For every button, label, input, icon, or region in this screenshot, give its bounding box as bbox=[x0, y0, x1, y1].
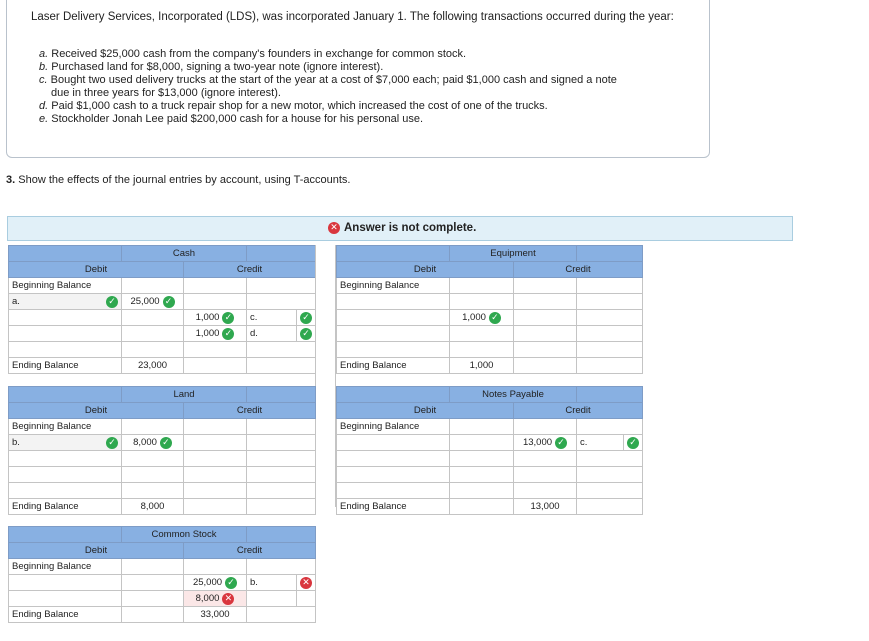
answer-status-text: Answer is not complete. bbox=[344, 222, 477, 234]
cash-credit-c-value[interactable]: 1,000 ✓ bbox=[184, 310, 247, 326]
ending-balance-label: Ending Balance bbox=[9, 607, 122, 623]
cs-debit-ref-1[interactable] bbox=[9, 575, 122, 591]
transaction-a: a. Received $25,000 cash from the company's founders in exchange for common stock. bbox=[39, 48, 467, 60]
equipment-credit-value-2[interactable] bbox=[514, 310, 577, 326]
notes-debit-value-3[interactable] bbox=[450, 467, 514, 483]
land-credit-value-2[interactable] bbox=[184, 451, 247, 467]
answer-status-banner bbox=[7, 216, 793, 241]
check-icon: ✓ bbox=[300, 312, 312, 324]
equipment-ending-balance: 1,000 bbox=[450, 358, 514, 374]
land-ending-balance: 8,000 bbox=[122, 499, 184, 515]
account-name-land: Land bbox=[122, 387, 247, 403]
check-icon: ✓ bbox=[627, 437, 639, 449]
equipment-credit-value-3[interactable] bbox=[514, 326, 577, 342]
t-account-common-stock bbox=[8, 526, 316, 623]
cash-credit-empty[interactable] bbox=[184, 294, 247, 310]
column-divider bbox=[315, 245, 336, 507]
check-icon: ✓ bbox=[225, 577, 237, 589]
land-beginning-credit[interactable] bbox=[184, 419, 247, 435]
account-name-notes-payable: Notes Payable bbox=[450, 387, 577, 403]
notes-credit-value-2[interactable] bbox=[514, 451, 577, 467]
check-icon: ✓ bbox=[555, 437, 567, 449]
check-icon: ✓ bbox=[106, 296, 118, 308]
ending-balance-label: Ending Balance bbox=[337, 499, 450, 515]
land-credit-value-1[interactable] bbox=[184, 435, 247, 451]
ending-balance-label: Ending Balance bbox=[337, 358, 450, 374]
notes-debit-ref-3[interactable] bbox=[337, 467, 450, 483]
cash-debit-value-empty-2[interactable] bbox=[122, 326, 184, 342]
land-debit-ref-b[interactable]: b. ✓ bbox=[9, 435, 122, 451]
t-account-cash bbox=[8, 245, 316, 374]
equipment-debit-value[interactable]: 1,000 ✓ bbox=[450, 310, 514, 326]
land-beginning-debit[interactable] bbox=[122, 419, 184, 435]
beginning-balance-label: Beginning Balance bbox=[9, 559, 122, 575]
problem-intro: Laser Delivery Services, Incorporated (LDS), was incorporated January 1. The following transactions occurred during the year: bbox=[31, 11, 674, 23]
check-icon: ✓ bbox=[489, 312, 501, 324]
transaction-c: c. Bought two used delivery trucks at the start of the year at a cost of $7,000 each; paid $1,000 cash and signed a note bbox=[39, 74, 617, 86]
credit-header: Credit bbox=[514, 403, 643, 419]
debit-header: Debit bbox=[9, 543, 184, 559]
beginning-balance-label: Beginning Balance bbox=[9, 278, 122, 294]
notes-beginning-debit[interactable] bbox=[450, 419, 514, 435]
transaction-c-cont: due in three years for $13,000 (ignore interest). bbox=[51, 87, 281, 99]
debit-header: Debit bbox=[9, 262, 184, 278]
credit-header: Credit bbox=[184, 262, 316, 278]
land-debit-b-value[interactable]: 8,000 ✓ bbox=[122, 435, 184, 451]
check-icon: ✓ bbox=[300, 328, 312, 340]
error-icon: ✕ bbox=[222, 593, 234, 605]
cash-debit-ref-empty-1[interactable] bbox=[9, 310, 122, 326]
cash-debit-ref-a[interactable]: a. ✓ bbox=[9, 294, 122, 310]
cs-ending-balance: 33,000 bbox=[184, 607, 247, 623]
cash-ending-balance: 23,000 bbox=[122, 358, 184, 374]
credit-header: Credit bbox=[184, 543, 316, 559]
cs-beginning-credit[interactable] bbox=[184, 559, 247, 575]
t-account-land bbox=[8, 386, 316, 515]
transaction-b: b. Purchased land for $8,000, signing a two-year note (ignore interest). bbox=[39, 61, 384, 73]
question-prompt: 3. Show the effects of the journal entries by account, using T-accounts. bbox=[6, 174, 351, 186]
cs-debit-value-1[interactable] bbox=[122, 575, 184, 591]
transaction-d: d. Paid $1,000 cash to a truck repair shop for a new motor, which increased the cost of one of the trucks. bbox=[39, 100, 548, 112]
debit-header: Debit bbox=[337, 262, 514, 278]
equipment-debit-value-3[interactable] bbox=[450, 326, 514, 342]
equipment-beginning-credit[interactable] bbox=[514, 278, 577, 294]
beginning-balance-label: Beginning Balance bbox=[9, 419, 122, 435]
cs-credit-ref-b[interactable]: b. bbox=[247, 575, 297, 591]
notes-debit-ref-1[interactable] bbox=[337, 435, 450, 451]
cs-credit-ref-2[interactable] bbox=[247, 591, 297, 607]
cash-debit-value-empty-1[interactable] bbox=[122, 310, 184, 326]
account-name-cash: Cash bbox=[122, 246, 247, 262]
check-icon: ✓ bbox=[222, 312, 234, 324]
land-credit-value-3[interactable] bbox=[184, 467, 247, 483]
ending-balance-label: Ending Balance bbox=[9, 358, 122, 374]
notes-beginning-credit[interactable] bbox=[514, 419, 577, 435]
equipment-debit-value-1[interactable] bbox=[450, 294, 514, 310]
cash-credit-ref-c[interactable]: c. bbox=[247, 310, 297, 326]
error-icon: ✕ bbox=[300, 577, 312, 589]
cs-debit-ref-2[interactable] bbox=[9, 591, 122, 607]
cash-credit-d-value[interactable]: 1,000 ✓ bbox=[184, 326, 247, 342]
t-account-notes-payable bbox=[336, 386, 643, 515]
cash-debit-a-value[interactable]: 25,000 ✓ bbox=[122, 294, 184, 310]
notes-debit-value-2[interactable] bbox=[450, 451, 514, 467]
debit-header: Debit bbox=[9, 403, 184, 419]
notes-debit-ref-2[interactable] bbox=[337, 451, 450, 467]
notes-credit-c-value[interactable]: 13,000 ✓ bbox=[514, 435, 577, 451]
cash-beginning-debit[interactable] bbox=[122, 278, 184, 294]
cash-debit-ref-empty-2[interactable] bbox=[9, 326, 122, 342]
credit-header: Credit bbox=[514, 262, 643, 278]
equipment-beginning-debit[interactable] bbox=[450, 278, 514, 294]
error-icon: ✕ bbox=[328, 222, 340, 234]
debit-header: Debit bbox=[337, 403, 514, 419]
transaction-e: e. Stockholder Jonah Lee paid $200,000 cash for a house for his personal use. bbox=[39, 113, 424, 125]
account-name-common-stock: Common Stock bbox=[122, 527, 247, 543]
notes-credit-ref-c[interactable]: c. bbox=[577, 435, 624, 451]
land-debit-ref-3[interactable] bbox=[9, 467, 122, 483]
credit-header: Credit bbox=[184, 403, 316, 419]
ending-balance-label: Ending Balance bbox=[9, 499, 122, 515]
beginning-balance-label: Beginning Balance bbox=[337, 419, 450, 435]
t-account-equipment bbox=[336, 245, 643, 374]
cash-credit-ref-d[interactable]: d. bbox=[247, 326, 297, 342]
cs-credit-value-1[interactable]: 25,000 ✓ bbox=[184, 575, 247, 591]
equipment-debit-ref-3[interactable] bbox=[337, 326, 450, 342]
land-debit-ref-2[interactable] bbox=[9, 451, 122, 467]
equipment-debit-ref-1[interactable] bbox=[337, 294, 450, 310]
cs-credit-value-2[interactable]: 8,000 ✕ bbox=[184, 591, 247, 607]
cs-beginning-debit[interactable] bbox=[122, 559, 184, 575]
notes-debit-value-1[interactable] bbox=[450, 435, 514, 451]
notes-ending-balance: 13,000 bbox=[514, 499, 577, 515]
notes-credit-value-3[interactable] bbox=[514, 467, 577, 483]
check-icon: ✓ bbox=[106, 437, 118, 449]
check-icon: ✓ bbox=[160, 437, 172, 449]
cash-beginning-credit[interactable] bbox=[184, 278, 247, 294]
land-debit-value-2[interactable] bbox=[122, 451, 184, 467]
check-icon: ✓ bbox=[222, 328, 234, 340]
equipment-credit-value-1[interactable] bbox=[514, 294, 577, 310]
cs-debit-value-2[interactable] bbox=[122, 591, 184, 607]
land-debit-value-3[interactable] bbox=[122, 467, 184, 483]
check-icon: ✓ bbox=[163, 296, 175, 308]
equipment-debit-ref-2[interactable] bbox=[337, 310, 450, 326]
beginning-balance-label: Beginning Balance bbox=[337, 278, 450, 294]
account-name-equipment: Equipment bbox=[450, 246, 577, 262]
